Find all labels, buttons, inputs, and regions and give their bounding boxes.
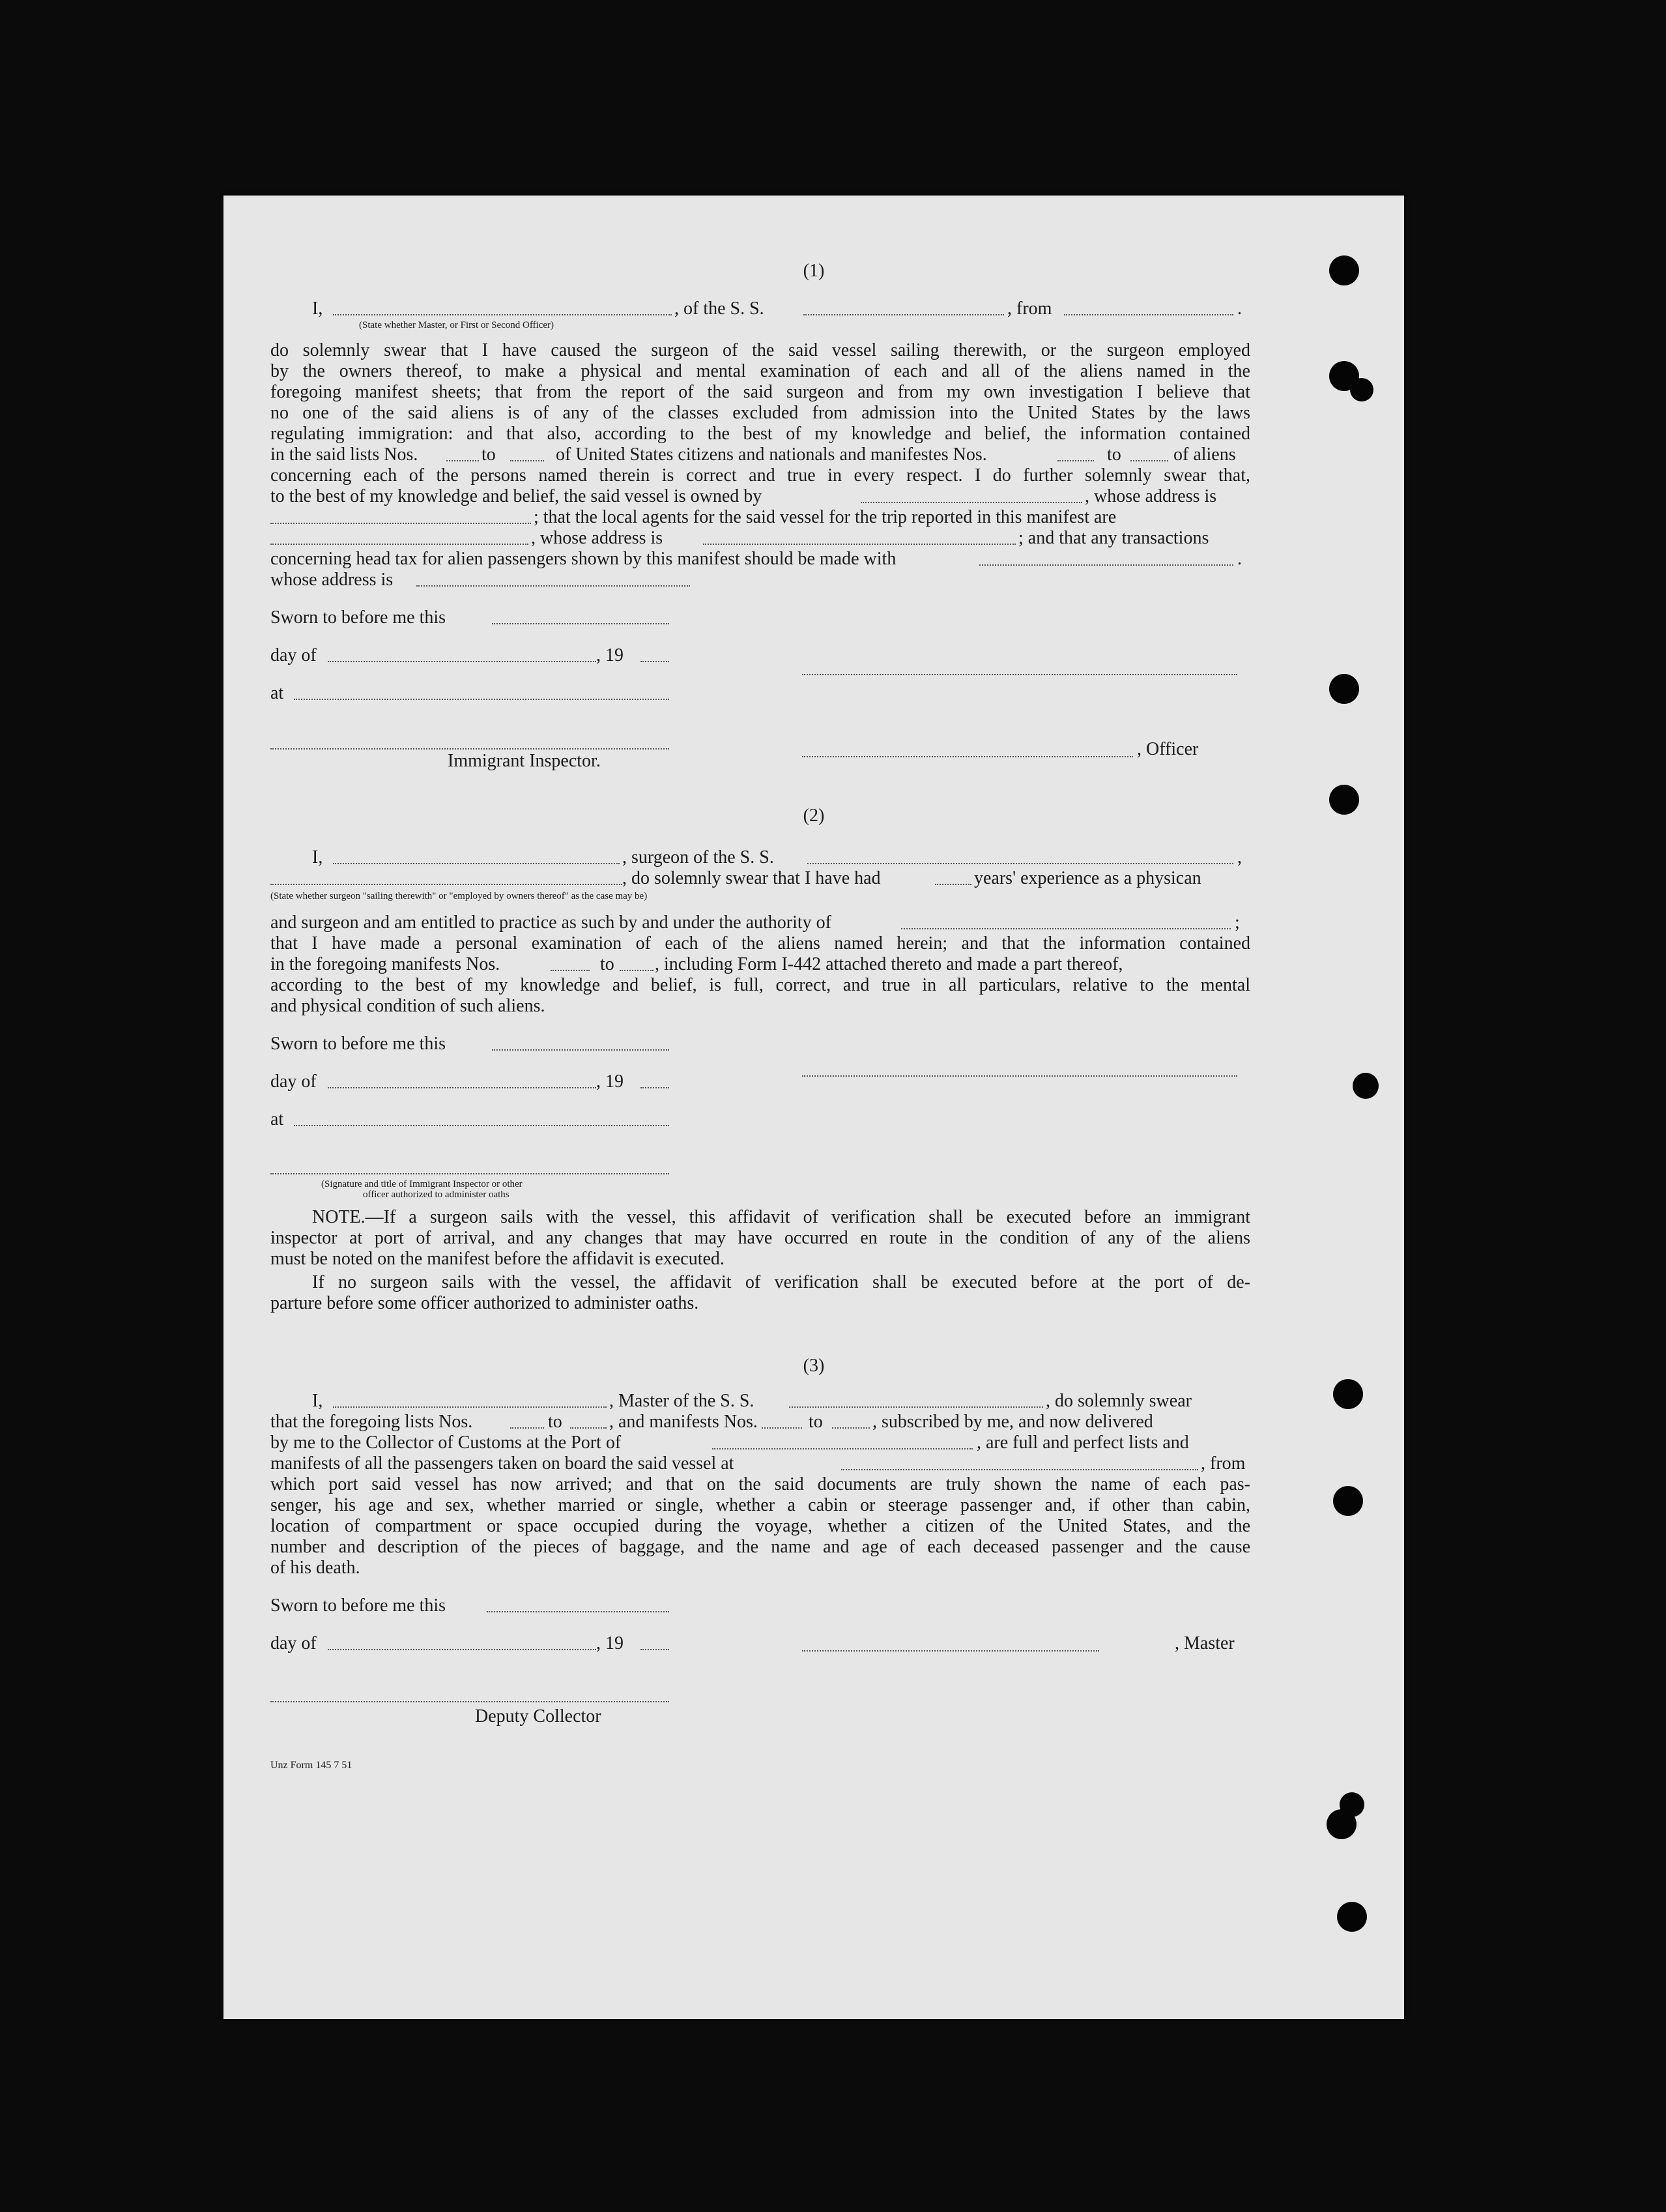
s3-master-field[interactable]	[333, 1406, 607, 1408]
binder-hole	[1350, 378, 1373, 401]
port-field[interactable]	[712, 1448, 973, 1449]
s1-line8-a: to the best of my knowledge and belief, the said vessel is owned by	[270, 486, 762, 506]
s2-line5-c: , including Form I-442 attached thereto and made a part thereof,	[655, 954, 1123, 974]
owner-address-field[interactable]	[270, 523, 531, 524]
s1-day: day of	[270, 645, 317, 665]
s3-year-field[interactable]	[640, 1649, 669, 1650]
note-line: NOTE.—If a surgeon sails with the vessel, this affidavit of verification shall be executed before an immigrant	[312, 1207, 1250, 1227]
s2-sworn-field[interactable]	[492, 1049, 669, 1051]
binder-hole	[1329, 674, 1359, 704]
s3-line2-d: to	[809, 1412, 823, 1432]
s2-inspector-signature-field[interactable]	[270, 1173, 669, 1174]
owner-field[interactable]	[861, 502, 1082, 503]
section-3-number: (3)	[803, 1356, 825, 1376]
binder-hole	[1329, 785, 1359, 815]
manifests-from-field[interactable]	[1057, 460, 1094, 461]
s3-manifests-to-field[interactable]	[832, 1427, 870, 1429]
s3-year: , 19	[596, 1633, 624, 1653]
s1-at: at	[270, 683, 284, 703]
s1-line6-c: of United States citizens and nationals and manifestes Nos.	[556, 444, 987, 465]
s2-at: at	[270, 1109, 284, 1129]
s3-lists-from-field[interactable]	[510, 1427, 544, 1429]
s1-year: , 19	[596, 645, 624, 665]
s1-day-field[interactable]	[328, 661, 596, 662]
s1-at-field[interactable]	[294, 699, 669, 700]
agents-address-field[interactable]	[703, 544, 1016, 545]
s1-year-field[interactable]	[640, 661, 669, 662]
s1-line6-e: of aliens	[1173, 444, 1236, 465]
s1-line7: concerning each of the persons named therein is correct and true in every respect. I do further solemnly swear that,	[270, 465, 1250, 486]
s2-line2-a: , do solemnly swear that I have had	[622, 868, 881, 888]
s3-day-field[interactable]	[328, 1649, 596, 1650]
note-line: parture before some officer authorized to administer oaths.	[270, 1293, 699, 1313]
binder-hole	[1333, 1486, 1363, 1516]
s2-sig-note1: (Signature and title of Immigrant Inspector or other	[321, 1179, 523, 1189]
s1-line10-b: ; and that any transactions	[1018, 528, 1209, 548]
note-line: must be noted on the manifest before the affidavit is executed.	[270, 1249, 725, 1269]
binder-hole	[1327, 1809, 1357, 1839]
binder-hole	[1329, 255, 1359, 285]
s1-sworn-field[interactable]	[492, 623, 669, 624]
s2-year: , 19	[596, 1071, 624, 1092]
s2-surgeon-of: , surgeon of the S. S.	[622, 847, 774, 867]
s2-at-field[interactable]	[294, 1125, 669, 1126]
s1-of-ss: , of the S. S.	[674, 298, 764, 319]
s1-note: (State whether Master, or First or Second Officer)	[359, 320, 554, 330]
s1-line6-b: to	[481, 444, 496, 465]
manifests-to-field[interactable]	[1130, 460, 1168, 461]
s2-line5-a: in the foregoing manifests Nos.	[270, 954, 500, 974]
s2-line2-b: years' experience as a physican	[974, 868, 1201, 888]
s3-deputy-signature-field[interactable]	[270, 1701, 669, 1702]
s3-vessel-field[interactable]	[789, 1406, 1043, 1408]
s3-line4-a: manifests of all the passengers taken on board the said vessel at	[270, 1453, 734, 1474]
s2-sig-note2: officer authorized to administer oaths	[363, 1189, 510, 1200]
years-field[interactable]	[935, 884, 971, 885]
section-1-number: (1)	[803, 261, 825, 281]
s3-master-signature-field[interactable]	[802, 1650, 1099, 1652]
s3-day: day of	[270, 1633, 317, 1653]
s1-line12: whose address is	[270, 570, 394, 590]
s2-i: I,	[312, 847, 323, 867]
vessel-name-field[interactable]	[803, 314, 1004, 315]
s2-year-field[interactable]	[640, 1087, 669, 1088]
s3-line4-b: , from	[1201, 1453, 1246, 1474]
s3-manifests-from-field[interactable]	[762, 1427, 802, 1429]
s1-inspector-signature-field[interactable]	[270, 748, 669, 749]
s2-line3: and surgeon and am entitled to practice as such by and under the authority of	[270, 912, 831, 933]
s3-last-line: of his death.	[270, 1558, 360, 1578]
note-line: inspector at port of arrival, and any changes that may have occurred en route in the condition of any of the aliens	[270, 1228, 1250, 1248]
lists-from-field[interactable]	[446, 460, 479, 461]
s1-i: I,	[312, 298, 323, 319]
s3-body-line: which port said vessel has now arrived; and that on the said documents are truly shown the name of each pas-	[270, 1474, 1250, 1494]
s1-body-line: by the owners thereof, to make a physical and mental examination of each and all of the aliens named in the	[270, 361, 1250, 381]
s1-line9: ; that the local agents for the said vessel for the trip reported in this manifest are	[534, 507, 1117, 527]
s2-day-field[interactable]	[328, 1087, 596, 1088]
s2-line7: and physical condition of such aliens.	[270, 996, 545, 1016]
s3-body-line: location of compartment or space occupied during the voyage, whether a citizen of the United States, and the	[270, 1516, 1250, 1536]
note-line: If no surgeon sails with the vessel, the affidavit of verification shall be executed before at the port of de-	[312, 1272, 1250, 1292]
s2-manifests-to-field[interactable]	[620, 970, 653, 971]
s3-i: I,	[312, 1391, 323, 1411]
authority-field[interactable]	[901, 928, 1231, 929]
s3-deputy-label: Deputy Collector	[475, 1706, 601, 1726]
s1-body-line: foregoing manifest sheets; that from the report of the said surgeon and from my own investigation I believe that	[270, 382, 1250, 402]
binder-hole	[1337, 1902, 1367, 1932]
s3-line2-a: that the foregoing lists Nos.	[270, 1412, 473, 1432]
s3-line3-b: , are full and perfect lists and	[977, 1433, 1189, 1453]
s1-line8-b: , whose address is	[1085, 486, 1217, 506]
s1-sworn: Sworn to before me this	[270, 607, 446, 628]
s2-surgeon-status-field[interactable]	[270, 884, 622, 885]
s3-sworn-field[interactable]	[487, 1611, 669, 1612]
section-2-number: (2)	[803, 806, 825, 826]
master-name-field[interactable]	[333, 314, 672, 315]
s2-day: day of	[270, 1071, 317, 1092]
s2-vessel-field[interactable]	[807, 863, 1233, 864]
s1-from: , from	[1007, 298, 1052, 319]
s2-line6: according to the best of my knowledge and belief, is full, correct, and true in all particulars, relative to the mental	[270, 975, 1250, 995]
s2-sworn: Sworn to before me this	[270, 1034, 446, 1054]
s2-manifests-from-field[interactable]	[551, 970, 590, 971]
head-tax-address-field[interactable]	[416, 585, 690, 587]
s1-line6-a: in the said lists Nos.	[270, 444, 418, 465]
s3-line2-b: to	[548, 1412, 562, 1432]
head-tax-field[interactable]	[979, 564, 1233, 566]
lists-to-field[interactable]	[510, 460, 544, 461]
binder-hole	[1353, 1073, 1379, 1099]
s1-inspector-label: Immigrant Inspector.	[448, 751, 601, 771]
surgeon-name-field[interactable]	[333, 863, 620, 864]
form-page: (1) I, , of the S. S. , from . (State whether Master, or First or Second Officer) do solemnly swear that I have caused the surgeon of the said vessel sailing therewith, or the surgeon employed by the owners thereof, to make a physical and mental examination of each and all of the aliens named in the foregoing manifest sheets; that from the report of the said surgeon and from my own investigation I believe that no one of the said aliens is of any of the classes excluded from admission into the United States by the laws regulating immigration: and that also, according to the best of my knowledge and belief, the information contained in the said lists Nos. to of United States citizens and nationals and manifestes Nos. to of aliens concerning each of the persons named therein is correct and true in every respect. I do further solemnly swear that, to the best of my knowledge and belief, the said vessel is owned by , whose address is ; that the local agents for the said vessel for the trip reported in this manifest are , whose address is ; and that any transactions concerning head tax for alien passengers shown by this manifest should be made with . whose address is Sworn to before me this day of , 19 at , Officer Immigrant Inspector. (2) I, , surgeon of the S. S. , , do solemnly swear that I have had years' experience as a physican (State whether surgeon "sailing therewith" or "employed by owners thereof" as the case may be) and surgeon and am entitled to practice as such by and under the authority of ; that I have made a personal examination of each of the aliens named herein; and that the information contained in the foregoing manifests Nos. to , including Form I-442 attached thereto and made a part thereof, according to the best of my knowledge and belief, is full, correct, and true in all particulars, relative to the mental and physical condition of such aliens. Sworn to before me this day of , 19 at (Signature and title of Immigrant Inspector or other officer authorized to administer oaths NOTE.—If a surgeon sails with the vessel, this affidavit of verification shall be executed before an immigrant inspector at port of arrival, and any changes that may have occurred en route in the condition of any of the aliens must be noted on the manifest before the affidavit is executed. If no surgeon sails with the vessel, the affidavit of verification shall be executed before at the port of de- parture before some officer authorized to administer oaths. (3) I, , Master of the S. S. , do solemnly swear that the foregoing lists Nos. to , and manifests Nos. to , subscribed by me, and now delivered by me to the Collector of Customs at the Port of , are full and perfect lists and manifests of all the passengers taken on board the said vessel at , from which port said vessel has now arrived; and that on the said documents are truly shown the name of each pas- senger, his age and sex, whether married or single, whether a cabin or steerage passenger and, if other than cabin, location of compartment or space occupied during the voyage, whether a citizen of the United States, and the number and description of the pieces of baggage, and the name and age of each deceased passenger and the cause of his death. Sworn to before me this day of , 19 , Master Deputy Collector Unz Form 145 7 51	[223, 196, 1404, 2019]
from-port-field[interactable]	[1064, 314, 1233, 315]
s1-line11: concerning head tax for alien passengers shown by this manifest should be made with	[270, 549, 897, 569]
s1-officer-label: , Officer	[1137, 739, 1199, 759]
form-id: Unz Form 145 7 51	[270, 1760, 352, 1771]
s1-line10-a: , whose address is	[531, 528, 663, 548]
s3-master-of: , Master of the S. S.	[609, 1391, 754, 1411]
s3-swear: , do solemnly swear	[1046, 1391, 1192, 1411]
s3-lists-to-field[interactable]	[570, 1427, 607, 1429]
s2-note: (State whether surgeon "sailing therewith" or "employed by owners thereof" as the case may be)	[270, 891, 648, 901]
s3-master-label: , Master	[1175, 1633, 1235, 1653]
s3-line2-c: , and manifests Nos.	[609, 1412, 758, 1432]
binder-hole	[1333, 1379, 1363, 1409]
s2-line5-b: to	[600, 954, 614, 974]
s1-line6-d: to	[1107, 444, 1121, 465]
embark-port-field[interactable]	[841, 1469, 1198, 1470]
s1-body-line: do solemnly swear that I have caused the surgeon of the said vessel sailing therewith, or the surgeon employed	[270, 340, 1250, 360]
agents-field[interactable]	[270, 544, 528, 545]
s3-line3-a: by me to the Collector of Customs at the Port of	[270, 1433, 622, 1453]
s1-body-line: no one of the said aliens is of any of the classes excluded from admission into the United States by the laws	[270, 403, 1250, 423]
s3-body-line: senger, his age and sex, whether married or single, whether a cabin or steerage passenger and, if other than cabin,	[270, 1495, 1250, 1515]
s1-officer-field[interactable]	[802, 756, 1133, 757]
s1-signature-field[interactable]	[802, 674, 1237, 675]
s1-body-line: regulating immigration: and that also, according to the best of my knowledge and belief, the information contained	[270, 424, 1250, 444]
s3-line2-e: , subscribed by me, and now delivered	[872, 1412, 1153, 1432]
s2-signature-field[interactable]	[802, 1075, 1237, 1077]
s3-body-line: number and description of the pieces of baggage, and the name and age of each deceased passenger and the cause	[270, 1537, 1250, 1557]
s3-sworn: Sworn to before me this	[270, 1595, 446, 1616]
s2-line4: that I have made a personal examination of each of the aliens named herein; and that the information contained	[270, 933, 1250, 953]
